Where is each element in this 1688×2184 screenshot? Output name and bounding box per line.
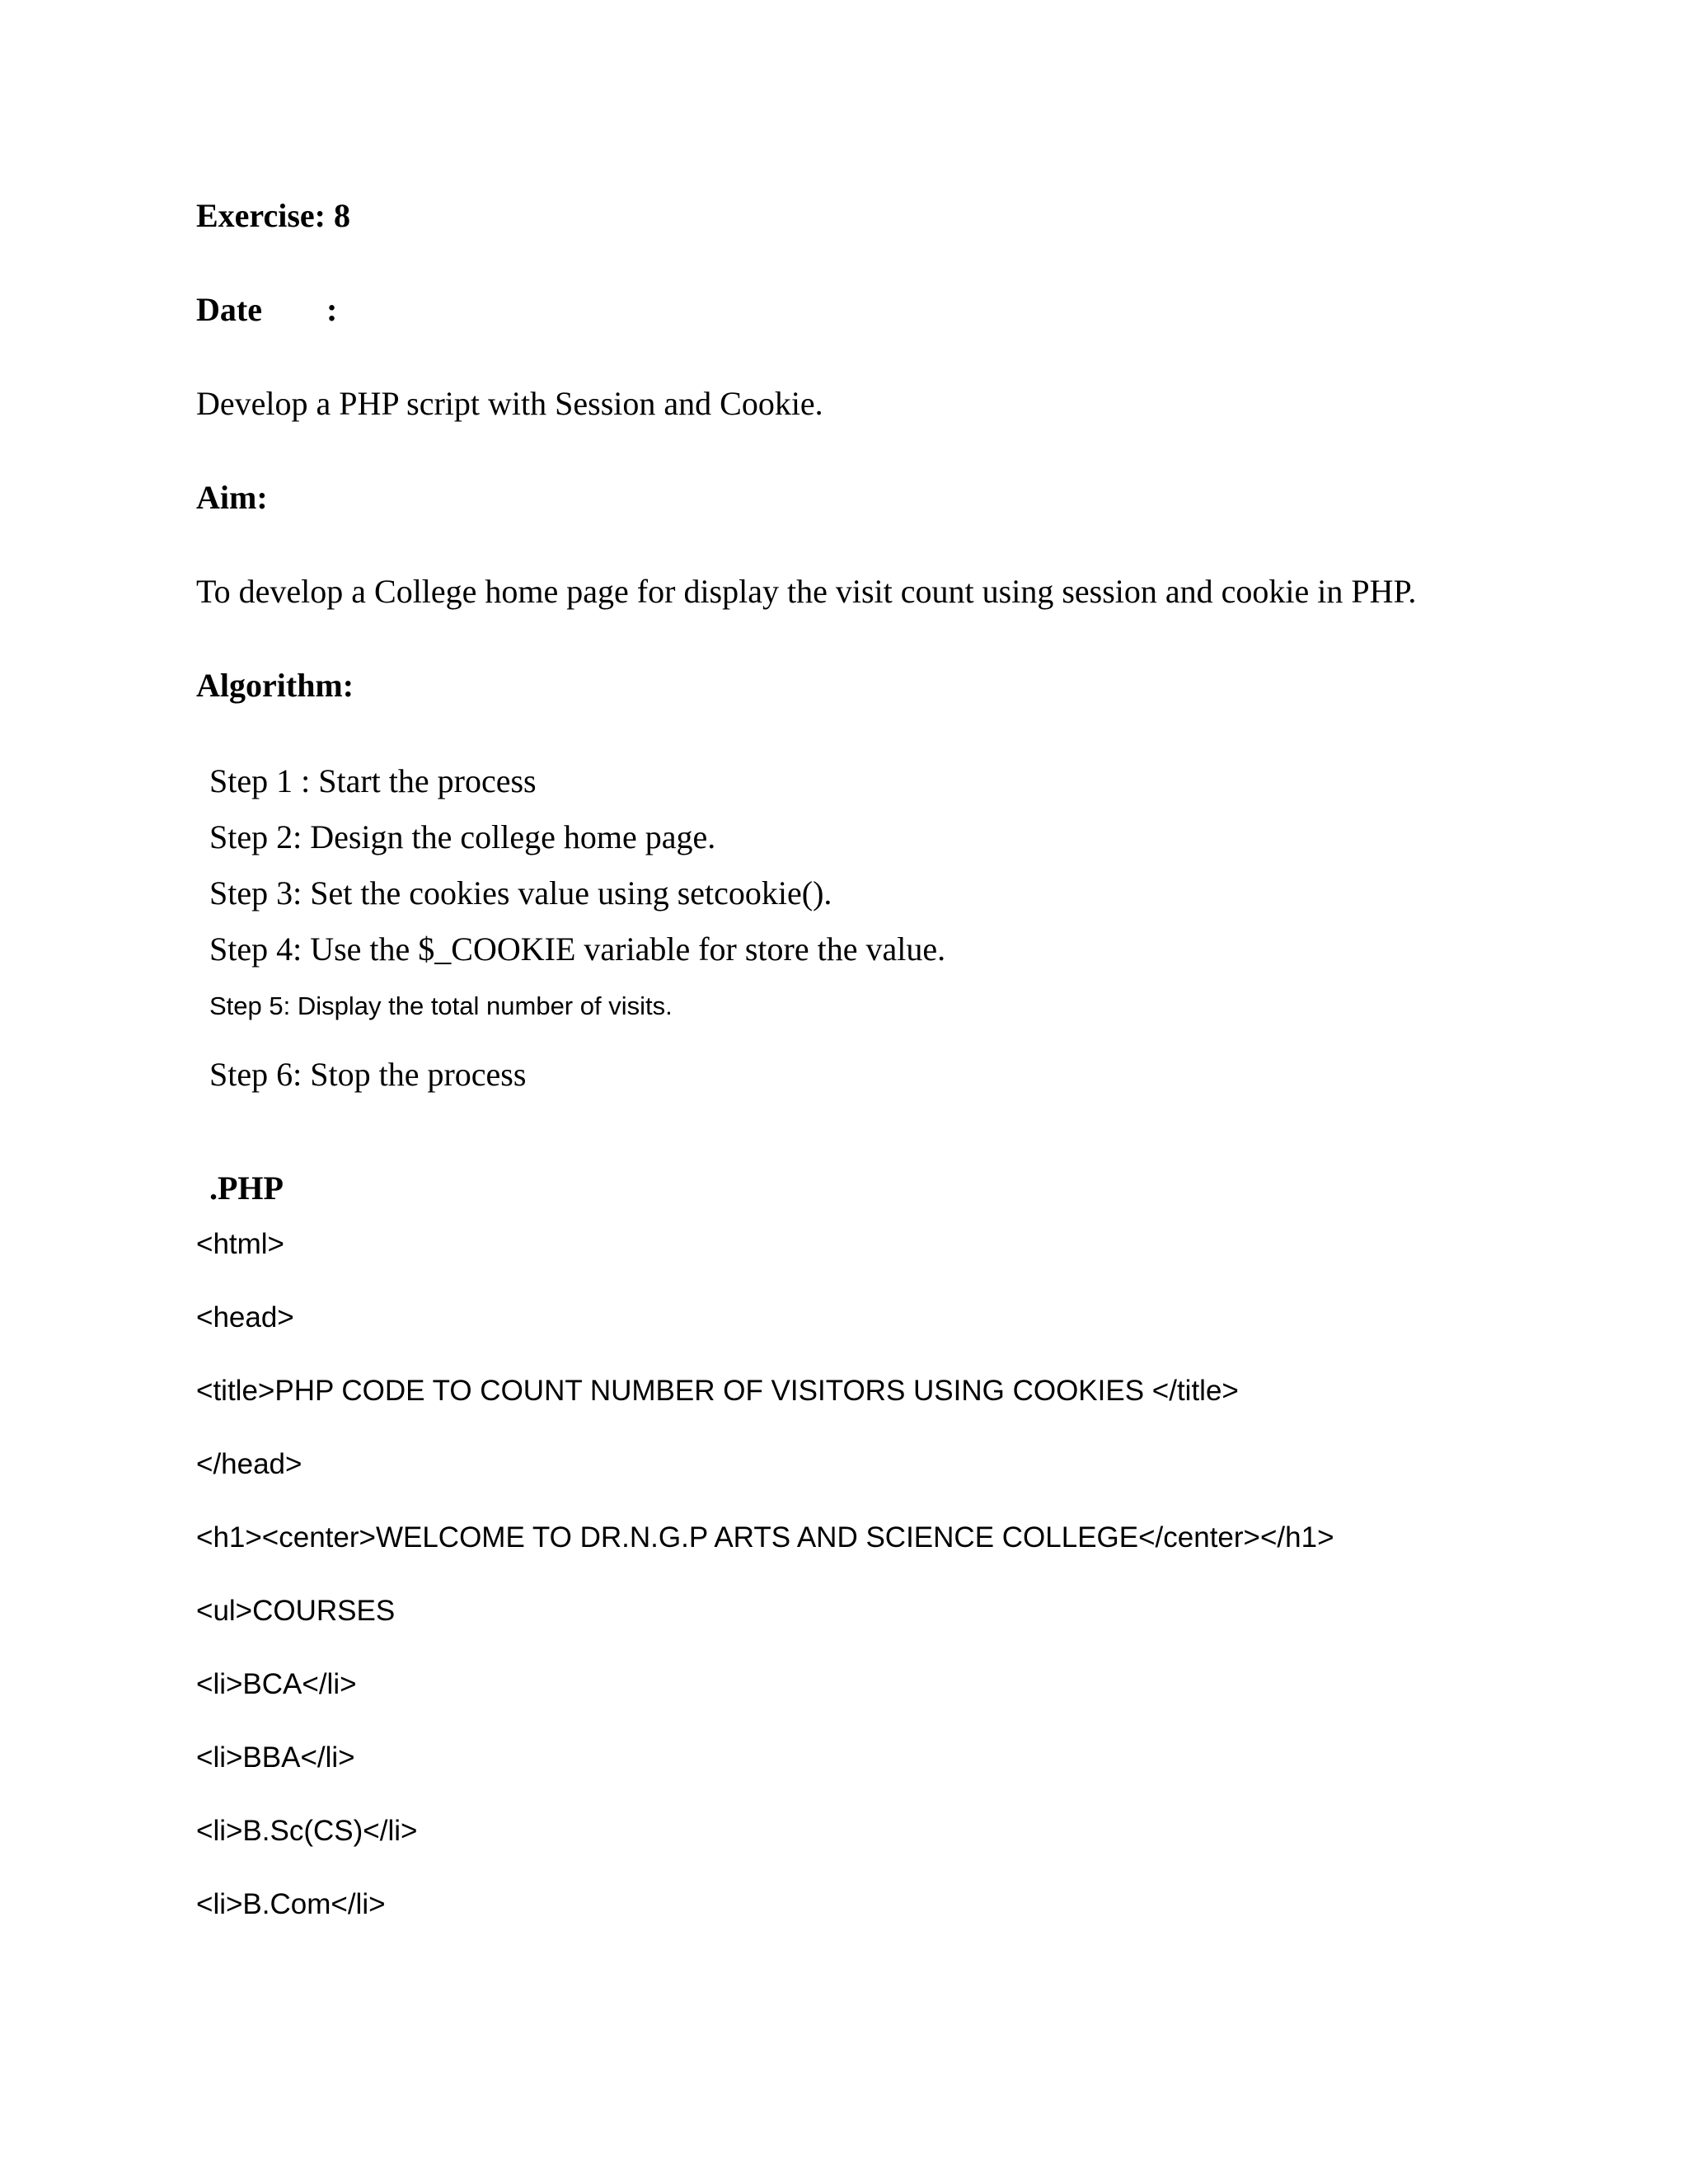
exercise-title: Exercise: 8 xyxy=(196,197,350,234)
date-colon: : xyxy=(326,291,338,328)
algorithm-step: Step 1 : Start the process xyxy=(209,762,537,799)
code-line: <head> xyxy=(196,1301,294,1333)
algorithm-step: Step 6: Stop the process xyxy=(209,1056,527,1093)
date-row xyxy=(196,290,608,329)
algorithm-step: Step 4: Use the $_COOKIE variable for store the value. xyxy=(209,930,946,968)
algorithm-heading: Algorithm: xyxy=(196,667,354,704)
algorithm-step: Step 3: Set the cookies value using setcookie(). xyxy=(209,874,832,912)
code-line: <title>PHP CODE TO COUNT NUMBER OF VISITORS USING COOKIES </title> xyxy=(196,1375,1239,1407)
code-line: <ul>COURSES xyxy=(196,1595,396,1627)
algorithm-step: Step 2: Design the college home page. xyxy=(209,818,716,855)
code-line: </head> xyxy=(196,1448,302,1480)
date-label: Date xyxy=(196,291,262,328)
code-line: <li>BBA</li> xyxy=(196,1741,355,1774)
exercise-description: Develop a PHP script with Session and Cookie. xyxy=(196,385,823,422)
code-line: <h1><center>WELCOME TO DR.N.G.P ARTS AND SCIENCE COLLEGE</center></h1> xyxy=(196,1521,1334,1554)
code-line: <li>B.Com</li> xyxy=(196,1888,386,1920)
code-line: <html> xyxy=(196,1228,284,1260)
aim-text: To develop a College home page for display the visit count using session and cookie in PHP. xyxy=(196,573,1417,610)
code-heading: .PHP xyxy=(209,1169,284,1207)
aim-heading: Aim: xyxy=(196,479,268,516)
code-line: <li>B.Sc(CS)</li> xyxy=(196,1815,418,1847)
code-line: <li>BCA</li> xyxy=(196,1668,357,1700)
algorithm-step: Step 5: Display the total number of visits. xyxy=(209,991,673,1020)
